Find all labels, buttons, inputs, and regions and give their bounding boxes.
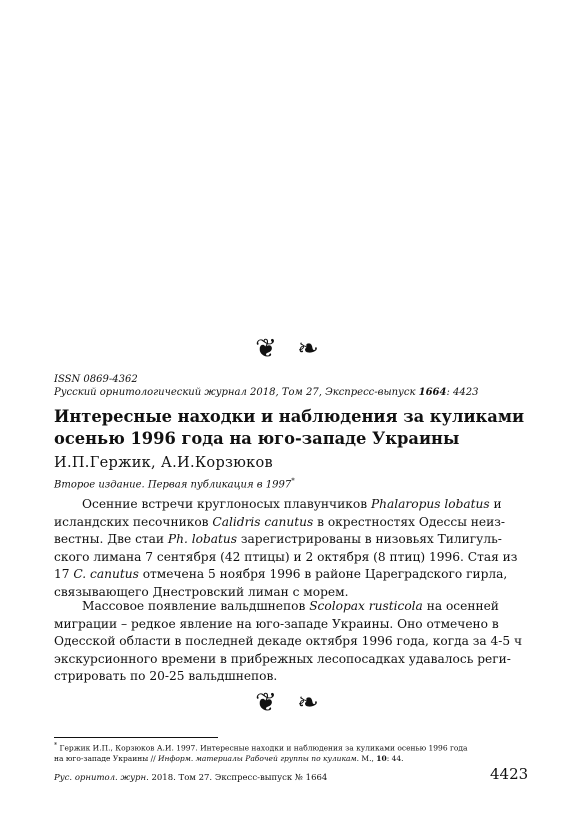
title-line-2: осенью 1996 года на юго-западе Украины [54, 429, 460, 448]
journal-citation [54, 387, 478, 399]
paragraph-1 [54, 496, 526, 601]
edition-text: Второе издание. Первая публикация в 1997 [54, 479, 292, 491]
authors: И.П.Гержик, А.И.Корзюков [54, 455, 274, 471]
issue-number: 1664 [418, 387, 447, 398]
footnote-line-2: на юго-западе Украины // Информ. материалы Рабочей группы по куликам. М., 10: 44. [54, 753, 404, 763]
page-number: 4423 [490, 765, 529, 783]
p2-line-1: Массовое появление вальдшнепов Scolopax rusticola на осенней [82, 599, 499, 613]
species-name: C. canutus [73, 567, 139, 581]
ornament-bottom: ❦ ❧ [255, 688, 325, 718]
ornament-top: ❦ ❧ [255, 334, 325, 364]
p1-line-2: исландских песочников Calidris canutus в окрестностях Одессы неиз- [54, 514, 506, 529]
running-footer [54, 772, 327, 784]
footnote-mark: * [291, 477, 295, 485]
species-name: Phalaropus lobatus [370, 497, 490, 511]
paragraph-2 [54, 598, 526, 686]
species-name: Ph. lobatus [167, 532, 238, 546]
issn: ISSN 0869-4362 [54, 374, 138, 385]
p2-line-2: миграции – редкое явление на юго-западе Украины. Оно отмечено в [54, 616, 499, 631]
p1-line-6: связывающего Днестровский лиман с морем. [54, 584, 349, 599]
p1-line-5: 17 C. canutus отмечена 5 ноября 1996 в районе Цареградского гирла, [54, 567, 508, 581]
footnote [54, 741, 468, 764]
title-line-1: Интересные находки и наблюдения за куликами [54, 407, 525, 426]
journal-abbreviation: Рус. орнитол. журн. [54, 773, 149, 783]
journal-pages: : 4423 [446, 387, 479, 398]
species-name: Calidris canutus [212, 514, 314, 529]
footnote-line-1: * Гержик И.П., Корзюков А.И. 1997. Интересные находки и наблюдения за куликами осенью 1996 года [54, 742, 468, 753]
p1-line-3: вестны. Две стаи Ph. lobatus зарегистрированы в низовьях Тилигуль- [54, 532, 502, 546]
p2-line-5: стрировать по 20-25 вальдшнепов. [54, 669, 278, 683]
species-name: Scolopax rusticola [309, 599, 423, 613]
p2-line-3: Одесской области в последней декаде октября 1996 года, когда за 4-5 ч [54, 634, 523, 648]
p1-line-4: ского лимана 7 сентября (42 птицы) и 2 октября (8 птиц) 1996. Стая из [54, 549, 518, 564]
p1-line-1: Осенние встречи круглоносых плавунчиков Phalaropus lobatus и [82, 497, 502, 511]
journal-prefix: Русский орнитологический журнал 2018, Том 27, Экспресс-выпуск [54, 387, 419, 398]
footer-issue: 2018. Том 27. Экспресс-выпуск № 1664 [148, 773, 328, 783]
footnote-divider [54, 737, 218, 738]
p2-line-4: экскурсионного времени в прибрежных лесопосадках удавалось реги- [54, 651, 511, 666]
article-title [54, 406, 534, 450]
edition-note [54, 475, 295, 491]
